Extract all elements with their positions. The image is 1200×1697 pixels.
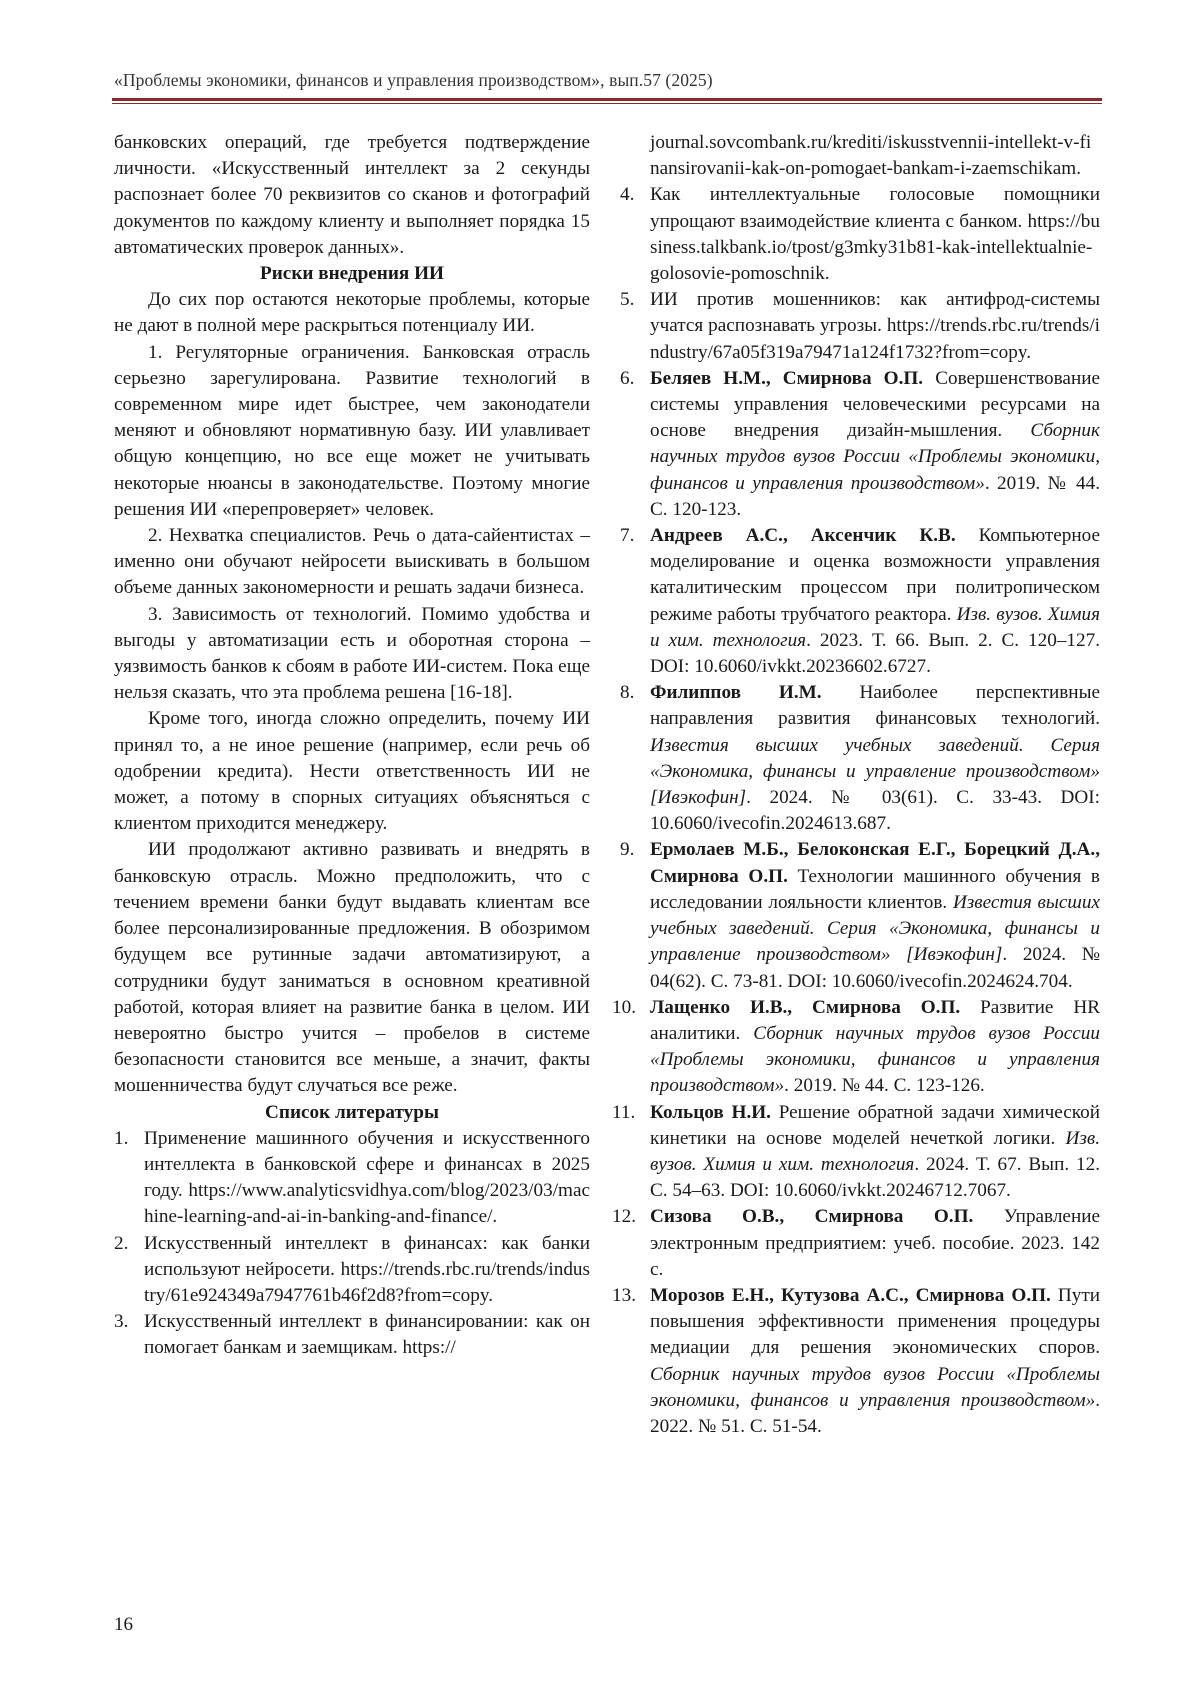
reference-link[interactable]: https://trends.rbc.ru/trends/industry/61e924349a7947761b46f2d8?from=copy. [144,1258,590,1306]
reference-text: Искусственный интеллект в финансировании: как он помогает банкам и заемщикам. [144,1311,590,1359]
reference-number: 1. [114,1127,129,1149]
reference-source: Изв. вузов. Химия и хим. технология [650,1127,1100,1175]
reference-number: 13. [612,1284,636,1306]
reference-authors: Филиппов И.М. [650,682,822,704]
reference-title: Компьютерное моделирование и оценка возможности управления каталитическим процессом при политропическом режиме работы трубчатого реактора. [650,525,1101,625]
section-heading-references: Список литературы [265,1101,439,1123]
reference-number: 3. [114,1311,129,1333]
reference-details: . 2022. № 51. С. 51-54. [650,1389,1100,1437]
reference-number: 4. [620,184,635,206]
reference-title: Технологии машинного обучения в исследовании лояльности клиентов. [650,865,1100,913]
reference-link[interactable]: https:// [402,1337,456,1359]
reference-title: Развитие HR аналитики. [650,996,1100,1044]
paragraph-problems: До сих пор остаются некоторые проблемы, которые не дают в полной мере раскрыться потенциалу ИИ. [114,289,590,337]
header-rule-thick [112,98,1102,101]
reference-source: Известия высших учебных заведений. Серия «Экономика, финансы и управление производством» [Ивэкофин] [650,734,1100,809]
reference-title: Решение обратной задачи химической кинетики на основе моделей нечеткой логики. [650,1101,1100,1149]
reference-list-left [114,1126,590,1362]
reference-details: . 2019. № 44. С. 123-126. [784,1075,985,1097]
reference-authors: Сизова О.В., Смирнова О.П. [650,1206,974,1228]
reference-authors: Ермолаев М.Б., Белоконская Е.Г., Борецкий Д.А., Смирнова О.П. [650,839,1100,887]
section-heading-risks: Риски внедрения ИИ [260,263,444,285]
reference-source: Сборник научных трудов вузов России «Проблемы экономики, финансов и управления производством» [650,420,1100,494]
reference-number: 8. [620,682,635,704]
reference-number: 2. [114,1232,129,1254]
paragraph-specialists: 2. Нехватка специалистов. Речь о дата-сайентистах – именно они обучают нейросети выискивать в большом объеме данных закономерности и решать задачи бизнеса. [114,525,590,599]
reference-source: Изв. вузов. Химия и хим. технология [650,603,1100,651]
reference-item [612,1100,1100,1205]
reference-link[interactable]: https://trends.rbc.ru/trends/industry/67a05f319a79471a124f1732?from=copy. [650,315,1100,363]
reference-authors: Кольцов Н.И. [650,1101,771,1123]
reference-source: Известия высших учебных заведений. Серия «Экономика, финансы и управление производством» [Ивэкофин] [650,891,1100,966]
reference-item [620,680,1100,837]
reference-link[interactable]: journal.sovcombank.ru/krediti/iskusstvennii-intellekt-v-finansirovanii-kak-on-pomogaet-bankam-i-zaemschikam. [650,132,1092,180]
reference-authors: Морозов Е.Н., Кутузова А.С., Смирнова О.П. [650,1284,1051,1306]
paragraph-regulatory: 1. Регуляторные ограничения. Банковская отрасль серьезно зарегулирована. Развитие технологий в современном мире идет быстрее, чем законодатели меняют и обновляют нормативную базу. ИИ улавливает общую концепцию, но все еще может не учитывать некоторые нюансы в законодательстве. Поэтому многие решения ИИ «перепроверяет» человек. [114,341,590,520]
header-rule-thin [112,103,1102,104]
reference-text: Как интеллектуальные голосовые помощники упрощают взаимодействие клиента с банком. [650,184,1100,232]
reference-text: Искусственный интеллект в финансах: как банки используют нейросети. [144,1232,590,1280]
reference-details: . 2024. № 04(62). С. 73-81. DOI: 10.6060/ivecofin.2024624.704. [650,944,1100,992]
reference-details: . 2024. № 03(61). С. 33-43. DOI: 10.6060/ivecofin.2024613.687. [650,787,1100,835]
reference-number: 12. [612,1206,636,1228]
reference-number: 10. [612,996,636,1018]
running-header: «Проблемы экономики, финансов и управления производством», вып.57 (2025) [114,70,713,90]
reference-link[interactable]: https://www.analyticsvidhya.com/blog/2023/03/machine-learning-and-ai-in-banking-and-finance/. [144,1180,590,1228]
reference-details: . 2019. № 44. С. 120-123. [650,472,1100,520]
reference-authors: Лащенко И.В., Смирнова О.П. [650,996,961,1018]
page-number: 16 [114,1614,133,1635]
reference-item [620,182,1100,287]
reference-authors: Андреев А.С., Аксенчик К.В. [650,525,956,547]
reference-item [620,523,1100,680]
reference-title: Управление электронным предприятием: учеб. пособие. 2023. 142 с. [650,1206,1101,1280]
reference-continuation [620,130,1100,182]
paragraph-intro: банковских операций, где требуется подтверждение личности. «Искусственный интеллект за 2 секунды распознает более 70 реквизитов со сканов и фотографий документов по каждому клиенту и выполняет порядка 15 автоматических проверок данных». [114,132,590,258]
reference-number: 11. [612,1101,636,1123]
reference-title: Совершенствование системы управления человеческими ресурсами на основе внедрения дизайн-мышления. [650,367,1100,442]
reference-item [114,1231,590,1310]
reference-link[interactable]: https://business.talkbank.io/tpost/g3mky31b81-kak-intellektualnie-golosovie-pomoschnik. [650,210,1100,285]
paragraph-outlook: ИИ продолжают активно развивать и внедрять в банковскую отрасль. Можно предположить, что с течением времени банки будут выдавать клиентам все более персонализированные предложения. В обозримом будущем все рутинные задачи автоматизируют, а сотрудники будут заниматься в основном креативной работой, которая влияет на развитие банка в целом. ИИ невероятно быстро учится – пробелов в системе безопасности становится все меньше, а значит, факты мошенничества будут случаться все реже. [114,839,590,1097]
reference-number: 5. [620,289,635,311]
paragraph-responsibility: Кроме того, иногда сложно определить, почему ИИ принял то, а не иное решение (например, если речь об одобрении кредита). Нести ответственность ИИ не может, а потому в спорных ситуациях объясняться с клиентом приходится менеджеру. [114,708,590,835]
reference-item [612,995,1100,1100]
reference-item [114,1309,590,1361]
reference-item [114,1126,590,1231]
right-column [612,130,1101,1440]
paragraph-dependency: 3. Зависимость от технологий. Помимо удобства и выгоды у автоматизации есть и оборотная сторона – уязвимость банков к сбоям в работе ИИ-систем. Пока еще нельзя сказать, что эта проблема решена [16-18]. [114,603,590,704]
reference-item [620,366,1100,523]
reference-title: Наиболее перспективные направления развития финансовых технологий. [650,682,1100,730]
reference-source: Сборник научных трудов вузов России «Проблемы экономики, финансов и управления производством» [650,1022,1100,1097]
reference-text: Применение машинного обучения и искусственного интеллекта в банковской сфере и финансах в 2025 году. [144,1127,590,1202]
reference-number: 6. [620,367,635,389]
reference-number: 9. [620,839,635,861]
reference-details: . 2024. Т. 67. Вып. 12. С. 54–63. DOI: 10.6060/ivkkt.20246712.7067. [650,1153,1100,1202]
reference-item [612,1204,1101,1283]
reference-number: 7. [620,525,635,547]
reference-title: Пути повышения эффективности применения процедуры медиации для решения экономических споров. [650,1284,1100,1359]
reference-details: . 2023. Т. 66. Вып. 2. С. 120–127. DOI: 10.6060/ivkkt.20236602.6727. [650,629,1100,678]
reference-list-right [612,182,1101,1440]
reference-authors: Беляев Н.М., Смирнова О.П. [650,367,924,389]
reference-item [620,837,1100,994]
reference-item [612,1283,1100,1440]
reference-text: ИИ против мошенников: как антифрод-системы учатся распознавать угрозы. [650,289,1100,337]
left-column [114,130,590,1362]
reference-source: Сборник научных трудов вузов России «Проблемы экономики, финансов и управления производством» [650,1363,1100,1411]
reference-item [620,287,1100,366]
